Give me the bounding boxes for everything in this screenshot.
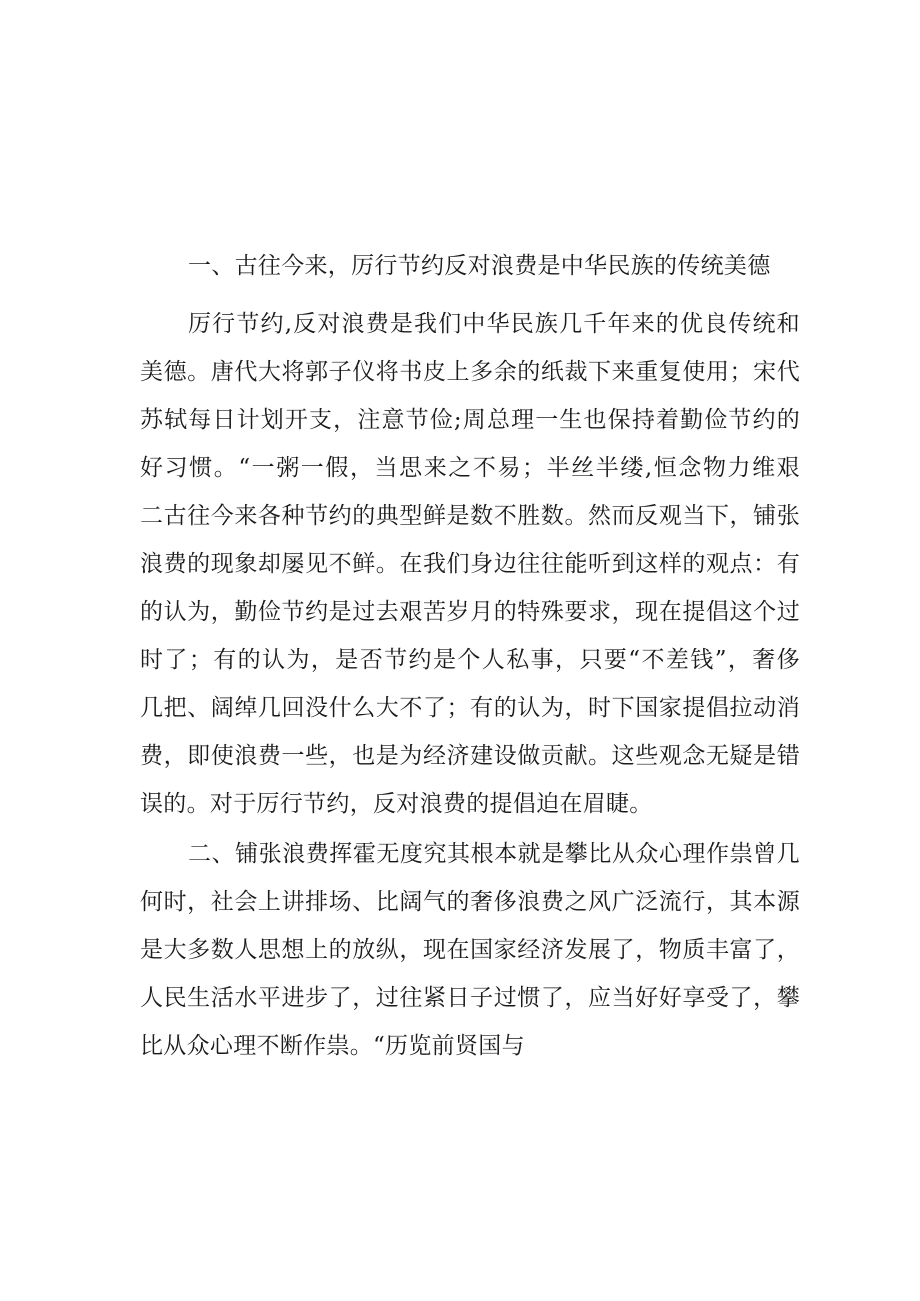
paragraph-line: 浪费的现象却屡见不鲜。在我们身边往往能听到这样的观点：有 (140, 551, 800, 577)
paragraph-line: 费，即使浪费一些，也是为经济建设做贡献。这些观念无疑是错 (140, 743, 800, 769)
section-heading-1: 一、古往今来，厉行节约反对浪费是中华民族的传统美德 (188, 253, 771, 279)
paragraph-line: 美德。唐代大将郭子仪将书皮上多余的纸裁下来重复使用；宋代 (140, 359, 800, 385)
paragraph-line: 时了；有的认为，是否节约是个人私事，只要“不差钱”，奢侈 (140, 647, 800, 673)
paragraph-line: 苏轼每日计划开支，注意节俭;周总理一生也保持着勤俭节约的 (140, 407, 800, 433)
paragraph-line: 几把、阔绰几回没什么大不了；有的认为，时下国家提倡拉动消 (140, 695, 800, 721)
paragraph-line: 厉行节约,反对浪费是我们中华民族几千年来的优良传统和 (188, 311, 800, 337)
paragraph-line: 误的。对于厉行节约，反对浪费的提倡迫在眉睫。 (140, 791, 653, 817)
paragraph-line: 是大多数人思想上的放纵，现在国家经济发展了，物质丰富了， (140, 937, 800, 963)
paragraph-line: 何时，社会上讲排场、比阔气的奢侈浪费之风广泛流行，其本源 (140, 889, 800, 915)
paragraph-line: 人民生活水平进步了，过往紧日子过惯了，应当好好享受了，攀 (140, 985, 800, 1011)
paragraph-line: 二古往今来各种节约的典型鲜是数不胜数。然而反观当下，铺张 (140, 503, 800, 529)
paragraph-line: 好习惯。“一粥一假，当思来之不易；半丝半缕,恒念物力维艰 (140, 455, 800, 481)
paragraph-line: 比从众心理不断作祟。“历览前贤国与 (140, 1033, 525, 1059)
paragraph-line: 的认为，勤俭节约是过去艰苦岁月的特殊要求，现在提倡这个过 (140, 599, 800, 625)
section-heading-2: 二、铺张浪费挥霍无度究其根本就是攀比从众心理作祟曾几 (188, 841, 800, 867)
